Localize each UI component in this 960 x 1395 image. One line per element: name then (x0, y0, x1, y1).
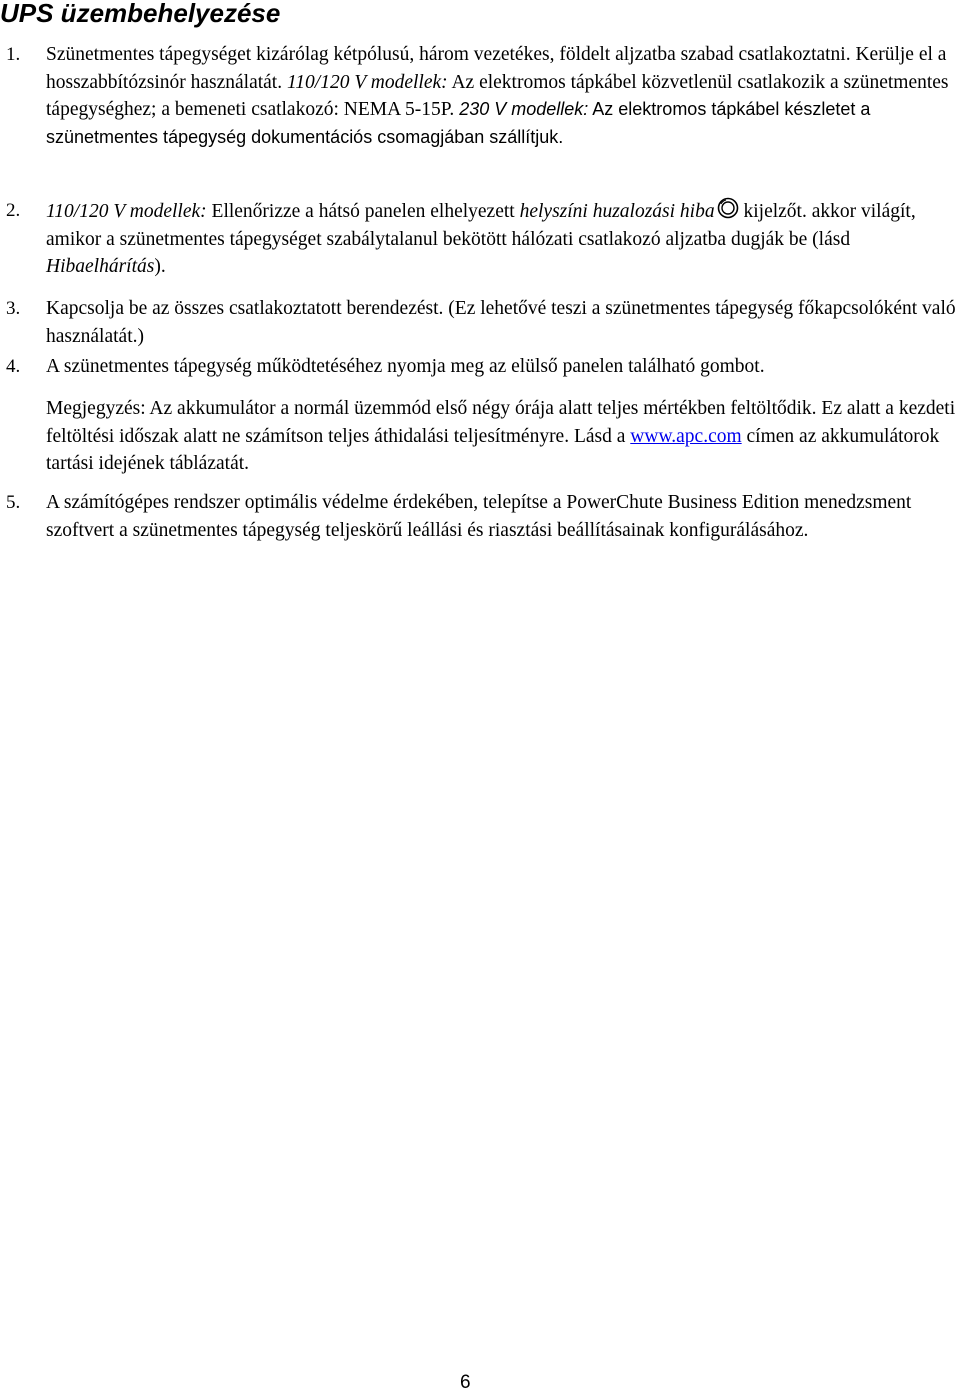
item-text-part: ). (154, 256, 166, 277)
indicator-name: helyszíni huzalozási hiba (519, 201, 715, 222)
model-label: 230 V modellek: (459, 99, 589, 119)
item-number: 4. (6, 356, 21, 377)
item-number: 3. (6, 298, 21, 319)
note-text: címen az akkumulátorok tartási idejének táblázatát. (46, 425, 940, 474)
item-number: 5. (6, 492, 21, 513)
item-text: A szünetmentes tápegység működtetéséhez nyomja meg az elülső panelen található gombot. (46, 356, 765, 377)
item-text-part: Az elektromos tápkábel közvetlenül csatlakozik a szünetmentes tápegységhez; a bemeneti csatlakozó: NEMA 5-15P. (46, 71, 949, 120)
apc-website-link[interactable]: www.apc.com (630, 425, 742, 447)
wiring-fault-led-icon (717, 197, 739, 219)
item-text-part: kijelzőt. akkor világít, amikor a szünetmentes tápegységet szabálytalanul bekötött hálózati csatlakozó aljzatba dugják be (lásd (46, 201, 916, 250)
item-text-part: Az elektromos tápkábel készletet a szünetmentes tápegység dokumentációs csomagjában szállítjuk. (46, 99, 871, 147)
item-number: 2. (6, 200, 21, 221)
item-number: 1. (6, 44, 21, 65)
model-label: 110/120 V modellek: (46, 201, 207, 222)
item-text: A számítógépes rendszer optimális védelme érdekében, telepítse a PowerChute Business Edition menedzsment szoftvert a szünetmentes tápegység teljeskörű leállási és riasztási beállításainak konfigurálásához. (46, 492, 912, 541)
item-text-part: Szünetmentes tápegységet kizárólag kétpólusú, három vezetékes, földelt aljzatba szabad csatlakoztatni. Kerülje el a hosszabbítózsinór használatát. (46, 44, 947, 93)
item-text: Kapcsolja be az összes csatlakoztatott berendezést. (Ez lehetővé teszi a szünetmentes tápegység főkapcsolóként való használatát.) (46, 298, 956, 347)
troubleshooting-reference[interactable]: Hibaelhárítás (46, 256, 155, 277)
model-label: 110/120 V modellek: (286, 71, 448, 93)
page-number: 6 (460, 1372, 471, 1393)
item-text (46, 41, 960, 151)
battery-note (46, 395, 960, 478)
item-text (46, 197, 960, 281)
note-text: Megjegyzés: Az akkumulátor a normál üzemmód első négy órája alatt teljes mértékben feltöltődik. Ez alatt a kezdeti feltöltési időszak alatt ne számítson teljes áthidalási teljesítményre. Lásd a (46, 398, 956, 447)
page-title: UPS üzembehelyezése (0, 0, 281, 28)
item-text-part: Ellenőrizze a hátsó panelen elhelyezett (211, 201, 515, 222)
